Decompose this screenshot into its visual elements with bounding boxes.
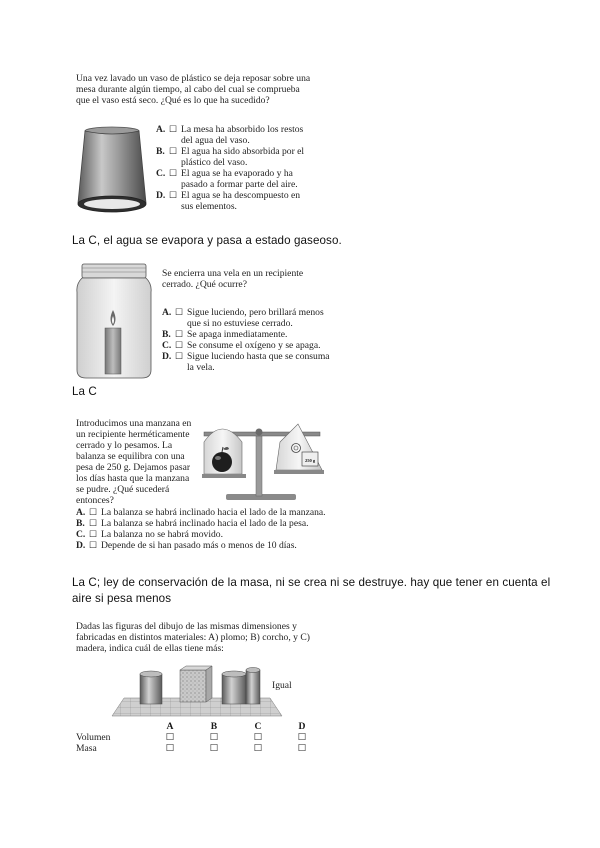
checkbox-icon[interactable]: ☐ bbox=[175, 307, 184, 317]
checkbox-icon[interactable]: ☐ bbox=[297, 743, 307, 754]
checkbox-icon[interactable]: ☐ bbox=[169, 146, 178, 156]
q1-answer: La C, el agua se evapora y pasa a estado gaseoso. bbox=[72, 234, 342, 247]
q3-options bbox=[76, 507, 326, 551]
checkbox-icon[interactable]: ☐ bbox=[89, 540, 98, 550]
shapes-illustration bbox=[110, 660, 285, 718]
checkbox-icon[interactable]: ☐ bbox=[175, 340, 184, 350]
column-b-header: B bbox=[210, 720, 218, 732]
q3-stem: Introducimos una manzana en un recipiente herméticamente cerrado y lo pesamos. La balanza se equilibra con una pesa de 250 g. Dejamos pasar los días hasta que la manzana se pudre. ¿Qué sucederá entonces? bbox=[76, 418, 192, 506]
checkbox-icon[interactable]: ☐ bbox=[169, 168, 178, 178]
checkbox-icon[interactable]: ☐ bbox=[89, 529, 98, 539]
q2-answer: La C bbox=[72, 385, 97, 398]
table-row bbox=[76, 732, 324, 743]
table-row bbox=[76, 743, 324, 754]
checkbox-icon[interactable]: ☐ bbox=[89, 507, 98, 517]
checkbox-icon[interactable]: ☐ bbox=[165, 743, 175, 754]
q2-options bbox=[162, 307, 332, 373]
checkbox-icon[interactable]: ☐ bbox=[209, 743, 219, 754]
q2-option-a[interactable]: A. ☐ Sigue luciendo, pero brillará menos que si no estuviese cerrado. bbox=[162, 307, 324, 329]
igual-label: Igual bbox=[272, 680, 292, 691]
row-label-masa: Masa bbox=[76, 743, 97, 754]
q4-answer-grid bbox=[76, 720, 324, 754]
q2-option-d[interactable]: D. ☐ Sigue luciendo hasta que se consuma la vela. bbox=[162, 351, 330, 373]
checkbox-icon[interactable]: ☐ bbox=[253, 743, 263, 754]
checkbox-icon[interactable]: ☐ bbox=[175, 351, 184, 361]
column-a-header: A bbox=[166, 720, 174, 732]
q3-option-d[interactable]: D. ☐ Depende de si han pasado más o menos de 10 días. bbox=[76, 540, 297, 551]
jar-candle-illustration bbox=[74, 262, 154, 380]
row-label-volumen: Volumen bbox=[76, 732, 111, 743]
q3-answer-line-1: La C; ley de conservación de la masa, ni se crea ni se destruye. hay que tener en cuenta el bbox=[72, 576, 551, 589]
checkbox-icon[interactable]: ☐ bbox=[169, 124, 178, 134]
checkbox-icon[interactable]: ☐ bbox=[253, 732, 263, 743]
balance-illustration bbox=[198, 418, 328, 506]
checkbox-icon[interactable]: ☐ bbox=[89, 518, 98, 528]
checkbox-icon[interactable]: ☐ bbox=[169, 190, 178, 200]
q2-option-b[interactable]: B. ☐ Se apaga inmediatamente. bbox=[162, 329, 288, 340]
q2-option-c[interactable]: C. ☐ Se consume el oxígeno y se apaga. bbox=[162, 340, 321, 351]
q2-stem: Se encierra una vela en un recipiente cerrado. ¿Qué ocurre? bbox=[162, 268, 304, 290]
q1-option-b[interactable]: B. ☐ El agua ha sido absorbida por el plástico del vaso. bbox=[156, 146, 305, 168]
checkbox-icon[interactable]: ☐ bbox=[209, 732, 219, 743]
weight-label: 250 g bbox=[304, 458, 316, 463]
q1-option-c[interactable]: C. ☐ El agua se ha evaporado y ha pasado a formar parte del aire. bbox=[156, 168, 298, 190]
q3-answer-line-2: aire si pesa menos bbox=[72, 592, 172, 605]
q1-option-d[interactable]: D. ☐ El agua se ha descompuesto en sus elementos. bbox=[156, 190, 301, 212]
q3-option-c[interactable]: C. ☐ La balanza no se habrá movido. bbox=[76, 529, 224, 540]
q1-options bbox=[156, 124, 310, 212]
checkbox-icon[interactable]: ☐ bbox=[175, 329, 184, 339]
q3-option-b[interactable]: B. ☐ La balanza se habrá inclinado hacia el lado de la pesa. bbox=[76, 518, 309, 529]
q3-option-a[interactable]: A. ☐ La balanza se habrá inclinado hacia el lado de la manzana. bbox=[76, 507, 326, 518]
q4-stem: Dadas las figuras del dibujo de las mismas dimensiones y fabricadas en distintos materiales: A) plomo; B) corcho, y C) madera, indica cuál de ellas tiene más: bbox=[76, 621, 310, 654]
checkbox-icon[interactable]: ☐ bbox=[165, 732, 175, 743]
glass-illustration bbox=[74, 125, 150, 217]
grid-header-row bbox=[76, 720, 324, 732]
column-c-header: C bbox=[254, 720, 262, 732]
column-d-header: D bbox=[298, 720, 306, 732]
checkbox-icon[interactable]: ☐ bbox=[297, 732, 307, 743]
q1-option-a[interactable]: A. ☐ La mesa ha absorbido los restos del agua del vaso. bbox=[156, 124, 304, 146]
q1-stem: Una vez lavado un vaso de plástico se deja reposar sobre una mesa durante algún tiempo, al cabo del cual se comprueba que el vaso está seco. ¿Qué es lo que ha sucedido? bbox=[76, 73, 311, 106]
